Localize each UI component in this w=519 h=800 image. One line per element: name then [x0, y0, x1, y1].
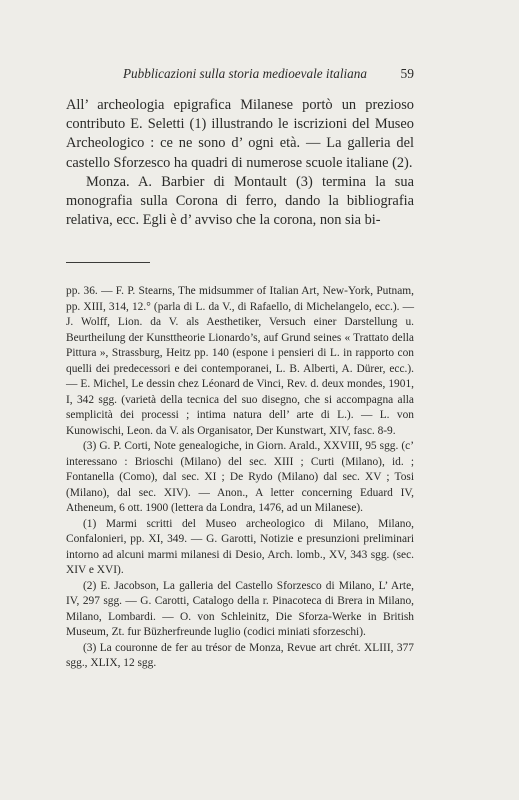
footnote-rule	[66, 262, 150, 263]
running-title: Pubblicazioni sulla storia medioevale italiana	[123, 66, 367, 81]
footnote: (3) La couronne de fer au trésor de Monza, Revue art chrét. XLIII, 377 sgg., XLIX, 12 sgg.	[66, 641, 414, 669]
footnote: (3) G. P. Corti, Note genealogiche, in Giorn. Arald., XXVIII, 95 sgg. (c’ interessano : Brioschi (Milano) del sec. XIII ; Curti (Milano), id. ; Fontanella (Como), dal sec. XI ; De Rydo (Milano) dal sec. XV ; Tosi (Milano), dal sec. XIV). — Anon., A letter concerning Eduard IV, Atheneum, 6 ott. 1900 (lettera da Londra, 1476, ad un Milanese).	[66, 440, 414, 514]
footnote: pp. 36. — F. P. Stearns, The midsummer of Italian Art, New-York, Putnam, pp. XIII, 314, 12.° (parla di L. da V., di Rafaello, di Michelangelo, ecc.). — J. Wolff, Lion. da V. als Aesthetiker, Versuch einer Darstellung u. Beurtheilung der Kunsttheorie Lionardo’s, auf Grund seines « Trattato della Pittura », Strassburg, Heitz pp. 140 (espone i pensieri di L. in rapporto con quelli dei predecessori e dei contemporanei, L. B. Alberti, A. Dürer, ecc.). — E. Michel, Le dessin chez Léonard de Vinci, Rev. d. deux mondes, 1901, I, 342 sgg. (varietà della tecnica del suo disegno, che si accompagna alla semplicità dei processi ; intima natura dell’ arte di L.). — L. von Kunowischi, Leon. da V. als Organisator, Der Kunstwart, XIV, fasc. 8-9.	[66, 285, 414, 437]
footnotes	[66, 284, 414, 672]
body-paragraph: Monza. A. Barbier di Montault (3) termina la sua monografia sulla Corona di ferro, dando la bibliografia relativa, ecc. Egli è d’ avviso che la corona, non sia bi-	[66, 173, 414, 229]
running-header	[66, 66, 414, 82]
main-text	[66, 96, 414, 230]
footnote: (2) E. Jacobson, La galleria del Castello Sforzesco di Milano, L’ Arte, IV, 297 sgg. — G. Carotti, Catalogo della r. Pinacoteca di Brera in Milano, Milano, Lombardi. — O. von Schleinitz, Die Sforza-Werke in British Museum, Zt. fur Büzherfreunde luglio (codici miniati sforzeschi).	[66, 579, 414, 638]
page-number: 59	[400, 66, 414, 81]
footnote: (1) Marmi scritti del Museo archeologico di Milano, Milano, Confalonieri, pp. XI, 349. — G. Garotti, Notizie e presunzioni preliminari intorno ad alcuni marmi milanesi di Desio, Arch. lomb., XV, 343 sgg. (sec. XIV e XVI).	[66, 517, 414, 576]
body-paragraph: All’ archeologia epigrafica Milanese portò un prezioso contributo E. Seletti (1) illustrando le iscrizioni del Museo Archeologico : ce ne sono d’ ogni età. — La galleria del castello Sforzesco ha quadri di numerose scuole italiane (2).	[66, 97, 414, 171]
